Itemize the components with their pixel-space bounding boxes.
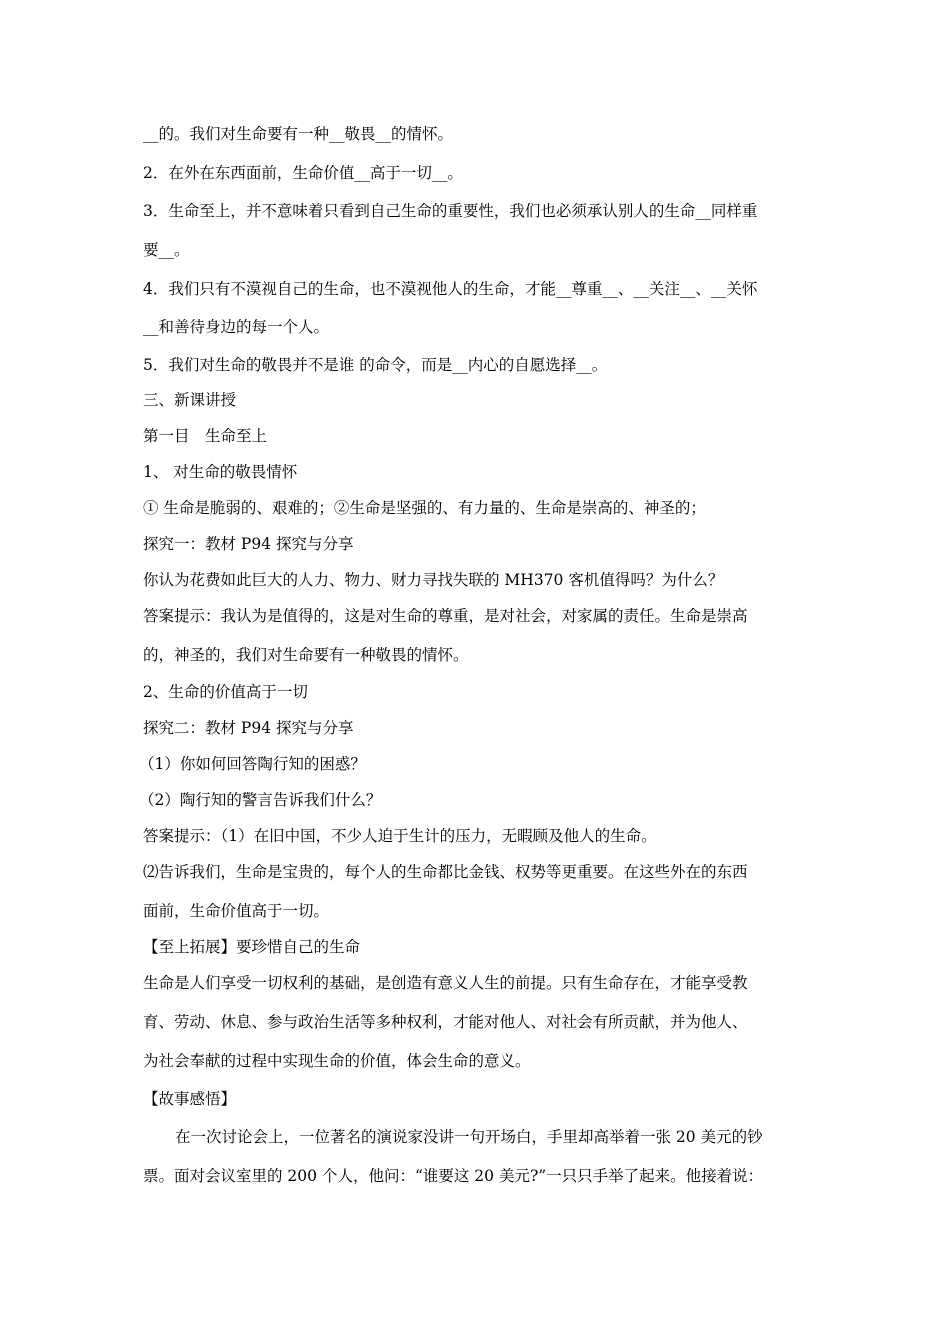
text-line: 【至上拓展】要珍惜自己的生命 — [143, 938, 361, 956]
text-line: 4．我们只有不漠视自己的生命，也不漠视他人的生命，才能__尊重__、__关注__、__关怀 — [143, 280, 758, 298]
text-line: 【故事感悟】 — [143, 1090, 237, 1108]
text-line: 的，神圣的，我们对生命要有一种敬畏的情怀。 — [143, 646, 469, 664]
text-line: 要__。 — [143, 241, 190, 259]
question-line: （2）陶行知的警言告诉我们什么？ — [139, 791, 382, 809]
section-heading: 第一目 生命至上 — [143, 427, 268, 445]
text-line: 育、劳动、休息、参与政治生活等多种权利，才能对他人、对社会有所贡献，并为他人、 — [143, 1013, 748, 1031]
text-line: 你认为花费如此巨大的人力、物力、财力寻找失联的 MH370 客机值得吗？为什么？ — [143, 571, 724, 589]
text-line: 为社会奉献的过程中实现生命的价值，体会生命的意义。 — [143, 1052, 531, 1070]
text-line: 答案提示：（1）在旧中国，不少人迫于生计的压力，无暇顾及他人的生命。 — [143, 827, 657, 845]
subsection-heading: 2、生命的价值高于一切 — [143, 683, 308, 701]
text-line: 2．在外在东西面前，生命价值__高于一切__。 — [143, 164, 463, 182]
text-line: 答案提示：我认为是值得的，这是对生命的尊重，是对社会，对家属的责任。生命是崇高 — [143, 607, 748, 625]
text-line: 3．生命至上，并不意味着只看到自己生命的重要性，我们也必须承认别人的生命__同样重 — [143, 202, 758, 220]
text-line: 探究一：教材 P94 探究与分享 — [143, 535, 354, 553]
text-line: 生命是人们享受一切权利的基础，是创造有意义人生的前提。只有生命存在，才能享受教 — [143, 974, 748, 992]
subsection-heading: 1、 对生命的敬畏情怀 — [143, 463, 298, 481]
text-line: 面前，生命价值高于一切。 — [143, 902, 330, 920]
text-line: 探究二：教材 P94 探究与分享 — [143, 719, 354, 737]
text-line: __的。我们对生命要有一种__敬畏__的情怀。 — [143, 125, 454, 143]
text-line: __和善待身边的每一个人。 — [143, 318, 330, 336]
section-heading: 三、新课讲授 — [143, 391, 237, 409]
question-line: （1）你如何回答陶行知的困惑？ — [139, 755, 366, 773]
text-line: ⑵告诉我们，生命是宝贵的，每个人的生命都比金钱、权势等更重要。在这些外在的东西 — [143, 863, 748, 881]
text-line: 5．我们对生命的敬畏并不是谁 的命令，而是__内心的自愿选择__。 — [143, 356, 608, 374]
text-line: 在一次讨论会上，一位著名的演说家没讲一句开场白，手里却高举着一张 20 美元的钞 — [175, 1128, 763, 1146]
text-line: 票。面对会议室里的 200 个人，他问：“谁要这 20 美元?”一只只手举了起来。他接着说： — [143, 1167, 764, 1185]
text-line: ① 生命是脆弱的、艰难的；②生命是坚强的、有力量的、生命是崇高的、神圣的； — [143, 499, 706, 517]
